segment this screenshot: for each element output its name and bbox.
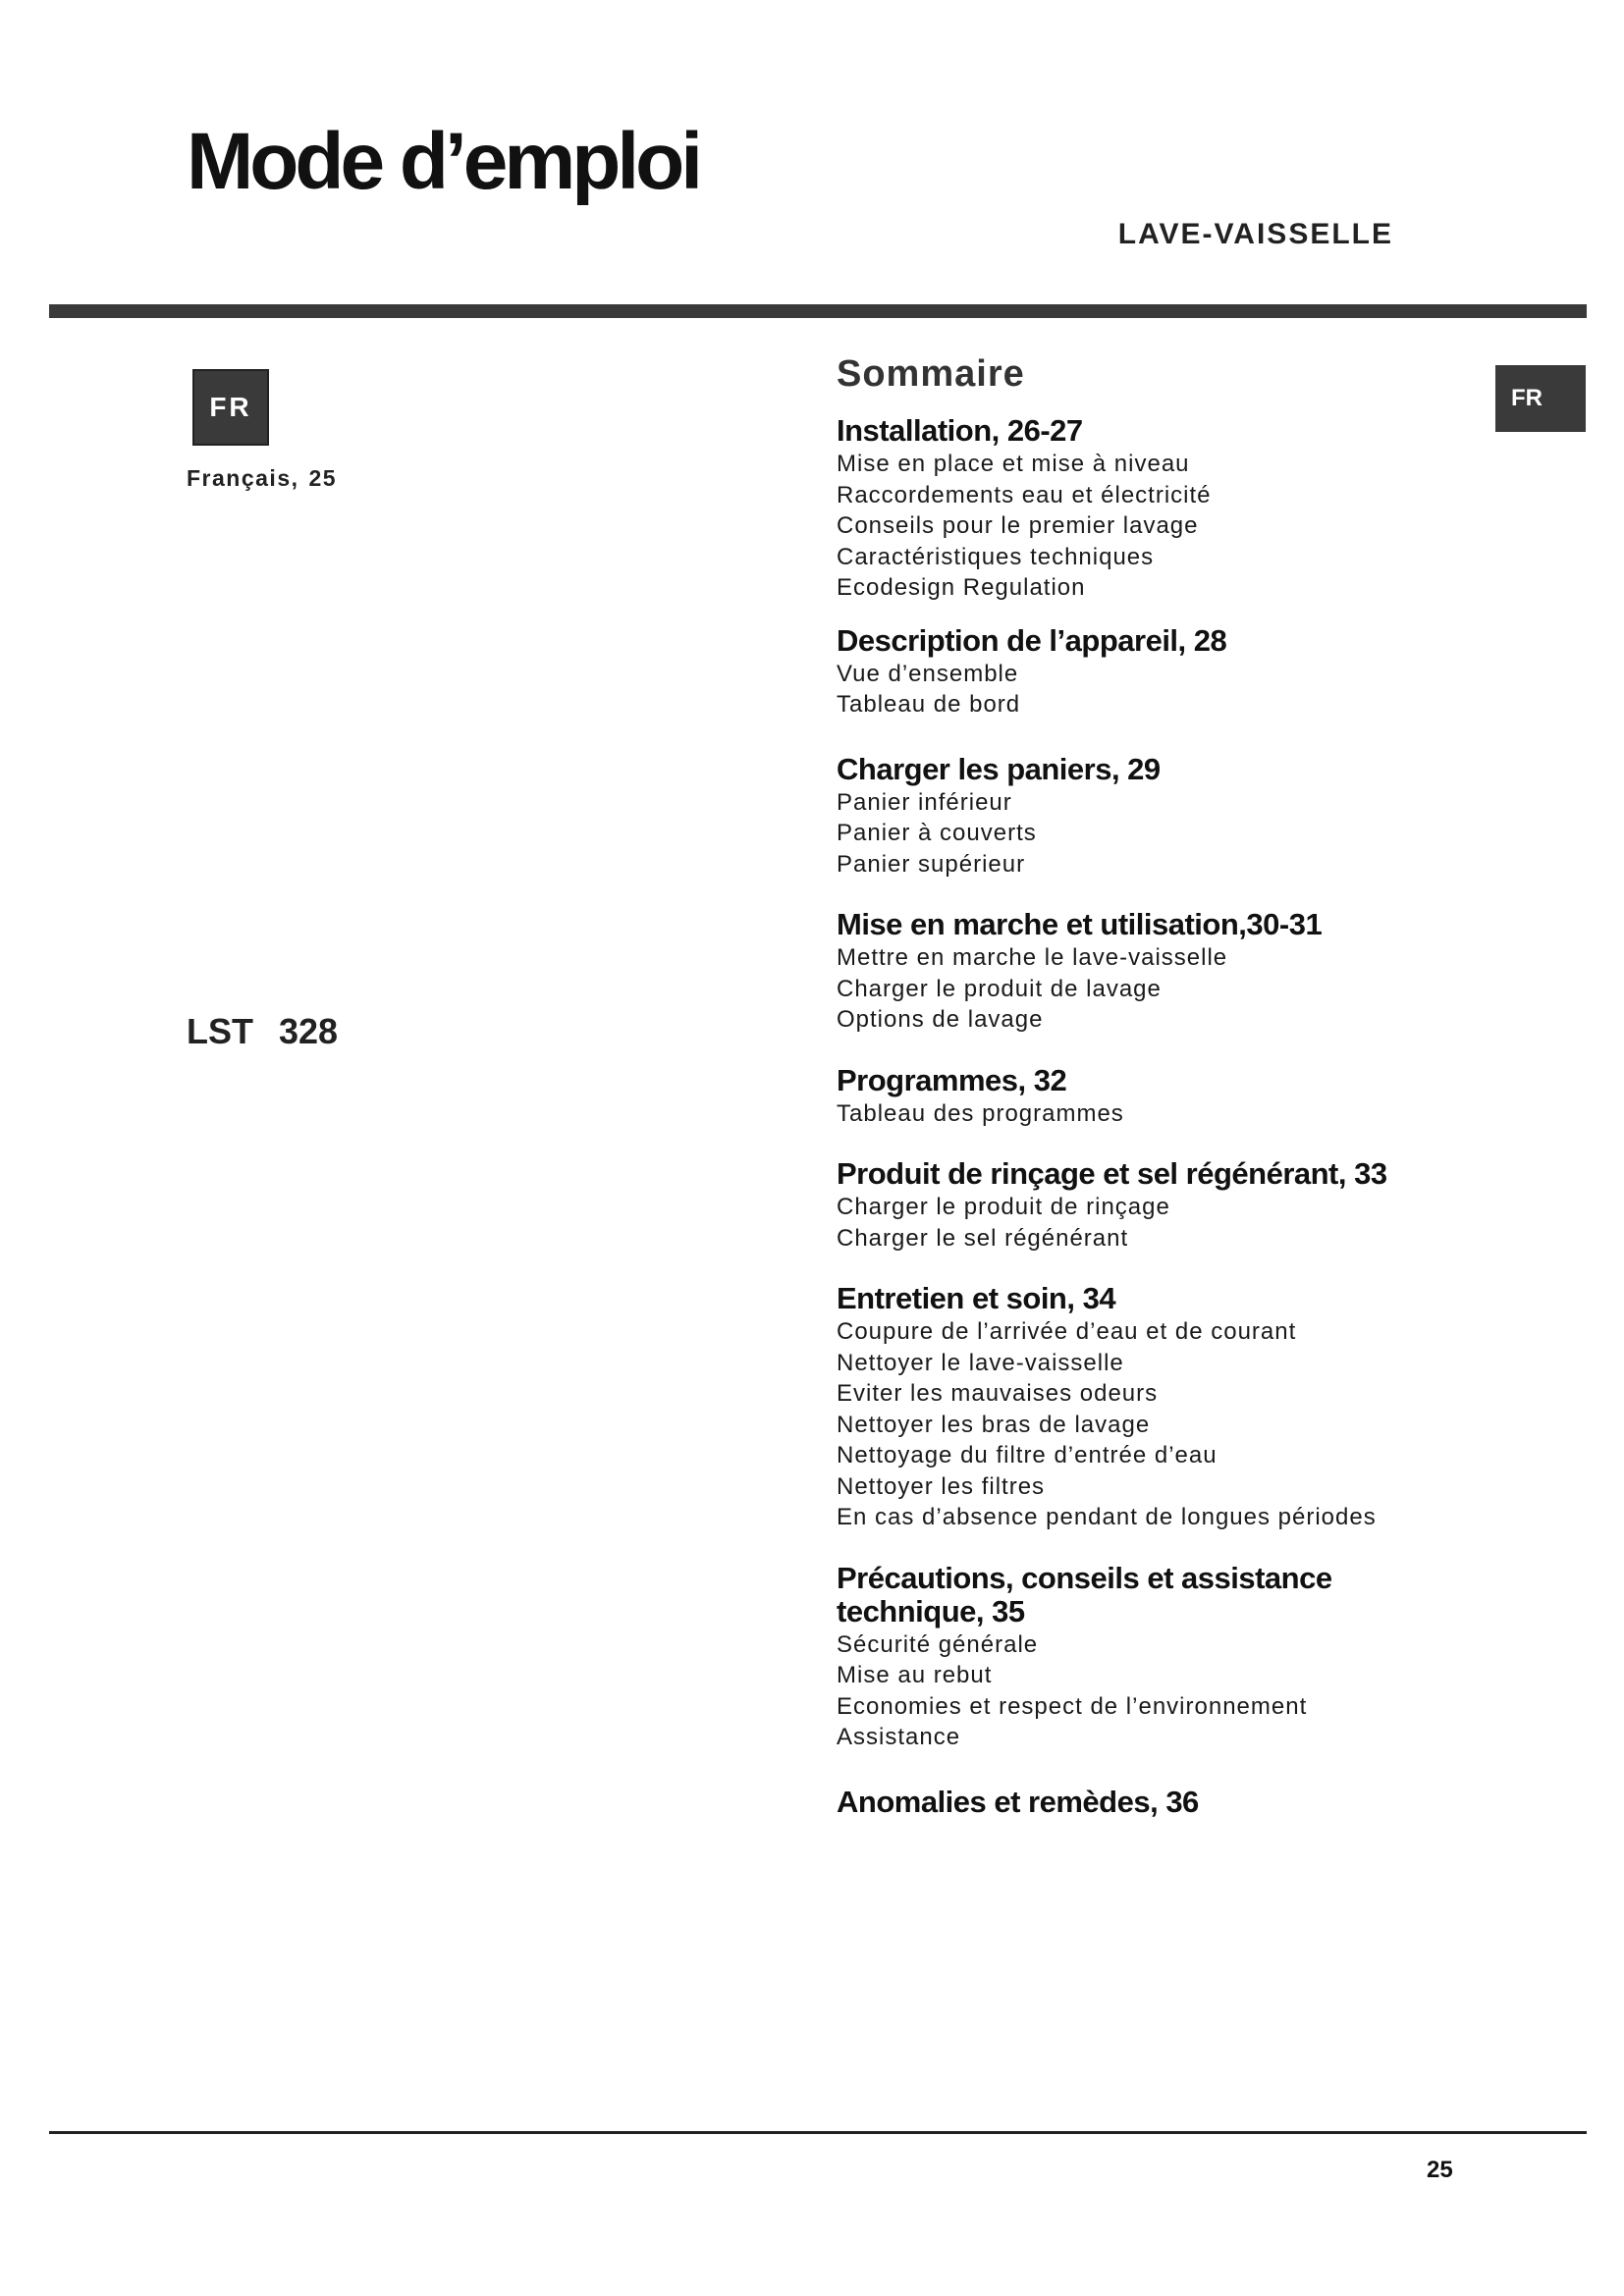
toc-item: En cas d’absence pendant de longues périodes xyxy=(837,1504,1377,1530)
toc-item: Mise au rebut xyxy=(837,1662,993,1688)
toc-item: Economies et respect de l’environnement xyxy=(837,1692,1308,1720)
toc-item: Nettoyer le lave-vaisselle xyxy=(837,1349,1124,1376)
section-title[interactable]: Précautions, conseils et assistance xyxy=(837,1560,1332,1595)
footer-divider xyxy=(49,2131,1587,2134)
toc-item: Assistance xyxy=(837,1724,961,1750)
section-title[interactable]: Programmes, 32 xyxy=(837,1062,1067,1097)
toc-item: Vue d’ensemble xyxy=(837,660,1019,687)
section-title[interactable]: Charger les paniers, 29 xyxy=(837,751,1161,786)
language-side-tab: FR xyxy=(1495,365,1586,432)
toc-item: Tableau des programmes xyxy=(837,1099,1124,1127)
toc-section-rincage xyxy=(837,1158,1524,1254)
section-title[interactable]: Produit de rinçage et sel régénérant, 33 xyxy=(837,1156,1387,1191)
toc-item: Caractéristiques techniques xyxy=(837,543,1155,570)
toc-item: Panier inférieur xyxy=(837,788,1012,816)
model-number: 328 xyxy=(279,1011,339,1051)
section-title[interactable]: Anomalies et remèdes, 36 xyxy=(837,1784,1199,1819)
toc-item: Nettoyage du filtre d’entrée d’eau xyxy=(837,1442,1218,1468)
toc-item: Coupure de l’arrivée d’eau et de courant xyxy=(837,1318,1297,1345)
toc-section-paniers xyxy=(837,751,1524,881)
page-number: 25 xyxy=(1427,2157,1453,2183)
section-title[interactable]: Installation, 26-27 xyxy=(837,413,1083,448)
model-prefix: LST xyxy=(187,1011,253,1051)
toc-item: Panier supérieur xyxy=(837,850,1026,878)
toc-heading: Sommaire xyxy=(837,353,1025,395)
product-category: LAVE-VAISSELLE xyxy=(1117,218,1393,250)
section-title[interactable]: Mise en marche et utilisation,30-31 xyxy=(837,907,1323,941)
toc-section-description xyxy=(837,622,1524,721)
toc-section-anomalies xyxy=(837,1784,1524,1819)
toc-item: Options de lavage xyxy=(837,1006,1044,1033)
toc-item: Tableau de bord xyxy=(837,691,1021,718)
section-title-continued[interactable]: technique, 35 xyxy=(837,1593,1025,1629)
toc-section-mise-en-marche xyxy=(837,909,1524,1036)
page-title: Mode d’emploi xyxy=(187,117,699,206)
toc-item: Mise en place et mise à niveau xyxy=(837,451,1190,477)
toc-item: Panier à couverts xyxy=(837,820,1037,846)
toc-item: Charger le sel régénérant xyxy=(837,1224,1129,1252)
toc-item: Nettoyer les filtres xyxy=(837,1472,1046,1500)
toc-item: Nettoyer les bras de lavage xyxy=(837,1411,1151,1438)
language-badge: FR xyxy=(192,369,269,446)
language-page: 25 xyxy=(308,465,338,491)
toc-item: Raccordements eau et électricité xyxy=(837,481,1212,508)
toc-item: Sécurité générale xyxy=(837,1630,1039,1658)
toc-section-precautions xyxy=(837,1560,1524,1753)
toc-item: Conseils pour le premier lavage xyxy=(837,512,1199,539)
language-label: Français, xyxy=(187,465,299,491)
section-title[interactable]: Description de l’appareil, 28 xyxy=(837,622,1227,658)
toc-section-installation xyxy=(837,415,1524,604)
section-title[interactable]: Entretien et soin, 34 xyxy=(837,1281,1116,1315)
table-of-contents xyxy=(837,353,1524,1840)
toc-item: Mettre en marche le lave-vaisselle xyxy=(837,944,1228,971)
model-name xyxy=(187,1011,338,1052)
toc-section-programmes xyxy=(837,1062,1524,1130)
toc-section-entretien xyxy=(837,1283,1524,1533)
toc-item: Eviter les mauvaises odeurs xyxy=(837,1380,1159,1407)
language-link[interactable] xyxy=(187,465,337,492)
header-divider xyxy=(49,304,1587,318)
toc-item: Charger le produit de rinçage xyxy=(837,1194,1170,1220)
toc-item: Charger le produit de lavage xyxy=(837,975,1162,1002)
toc-item: Ecodesign Regulation xyxy=(837,574,1086,601)
